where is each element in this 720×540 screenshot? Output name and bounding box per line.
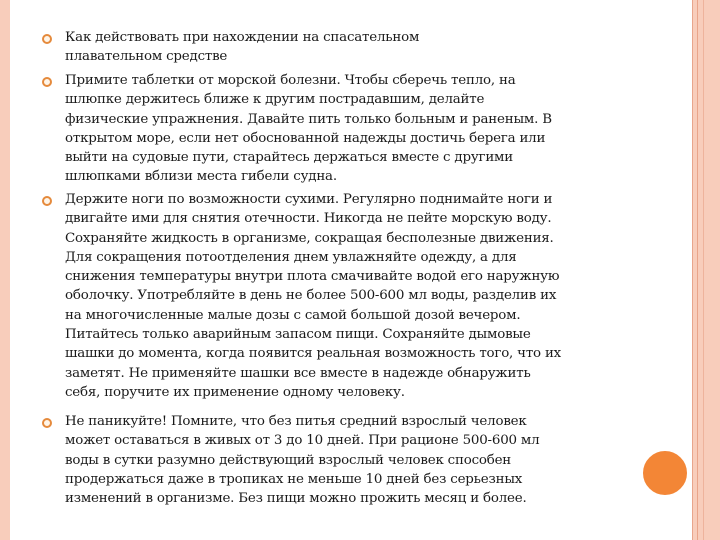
text-line: воды в сутки разумно действующий взрослый человек способен	[65, 452, 512, 468]
text-line: шашки до момента, когда появится реальная возможность того, что их	[65, 346, 562, 362]
decorative-circle-icon	[641, 449, 689, 497]
text-line: Примите таблетки от морской болезни. Чтобы сберечь тепло, на	[65, 73, 516, 88]
text-line: Питайтесь только аварийным запасом пищи. Сохраняйте дымовые	[65, 327, 531, 343]
text-line: Для сокращения потоотделения днем увлажняйте одежду, а для	[65, 249, 517, 265]
bullet-item	[65, 190, 625, 402]
text-line: двигайте ими для снятия отечности. Никогда не пейте морскую воду.	[65, 211, 552, 227]
text-line: Не паникуйте! Помните, что без питья средний взрослый человек	[65, 414, 527, 429]
bullet-icon	[42, 77, 52, 87]
text-line: оболочку. Употребляйте в день не более 500-600 мл воды, разделив их	[65, 288, 557, 304]
text-line: на многочисленные малые дозы с самой большой дозой вечером.	[65, 307, 521, 323]
bullet-icon	[42, 418, 52, 428]
bullet-item	[65, 71, 625, 187]
border-line	[703, 0, 704, 540]
text-line: физические упражнения. Давайте пить только больным и раненым. В	[65, 111, 552, 127]
text-line: снижения температуры внутри плота смачивайте водой его наружную	[65, 269, 560, 285]
text-line: выйти на судовые пути, старайтесь держаться вместе с другими	[65, 150, 513, 166]
bullet-item-heading	[65, 28, 625, 67]
bullet-icon	[42, 196, 52, 206]
text-line: шлюпке держитесь ближе к другим пострадавшим, делайте	[65, 92, 485, 108]
bullet-item	[65, 412, 625, 508]
text-line: продержаться даже в тропиках не меньше 10 дней без серьезных	[65, 471, 523, 487]
text-line: шлюпками вблизи места гибели судна.	[65, 169, 337, 185]
text-line: изменений в организме. Без пищи можно прожить месяц и более.	[65, 491, 527, 507]
text-line: может оставаться в живых от 3 до 10 дней. При рационе 500-600 мл	[65, 433, 540, 449]
border-line	[697, 0, 698, 540]
text-line: Сохраняйте жидкость в организме, сокращая бесполезные движения.	[65, 230, 554, 246]
bullet-icon	[42, 34, 52, 44]
text-line: Как действовать при нахождении на спасательном	[65, 30, 420, 45]
text-line: заметят. Не применяйте шашки все вместе в надежде обнаружить	[65, 365, 531, 381]
text-line: Держите ноги по возможности сухими. Регулярно поднимайте ноги и	[65, 192, 553, 207]
text-line: плавательном средстве	[65, 49, 228, 65]
text-line: открытом море, если нет обоснованной надежды достичь берега или	[65, 130, 546, 146]
text-line: себя, поручите их применение одному человеку.	[65, 384, 405, 400]
